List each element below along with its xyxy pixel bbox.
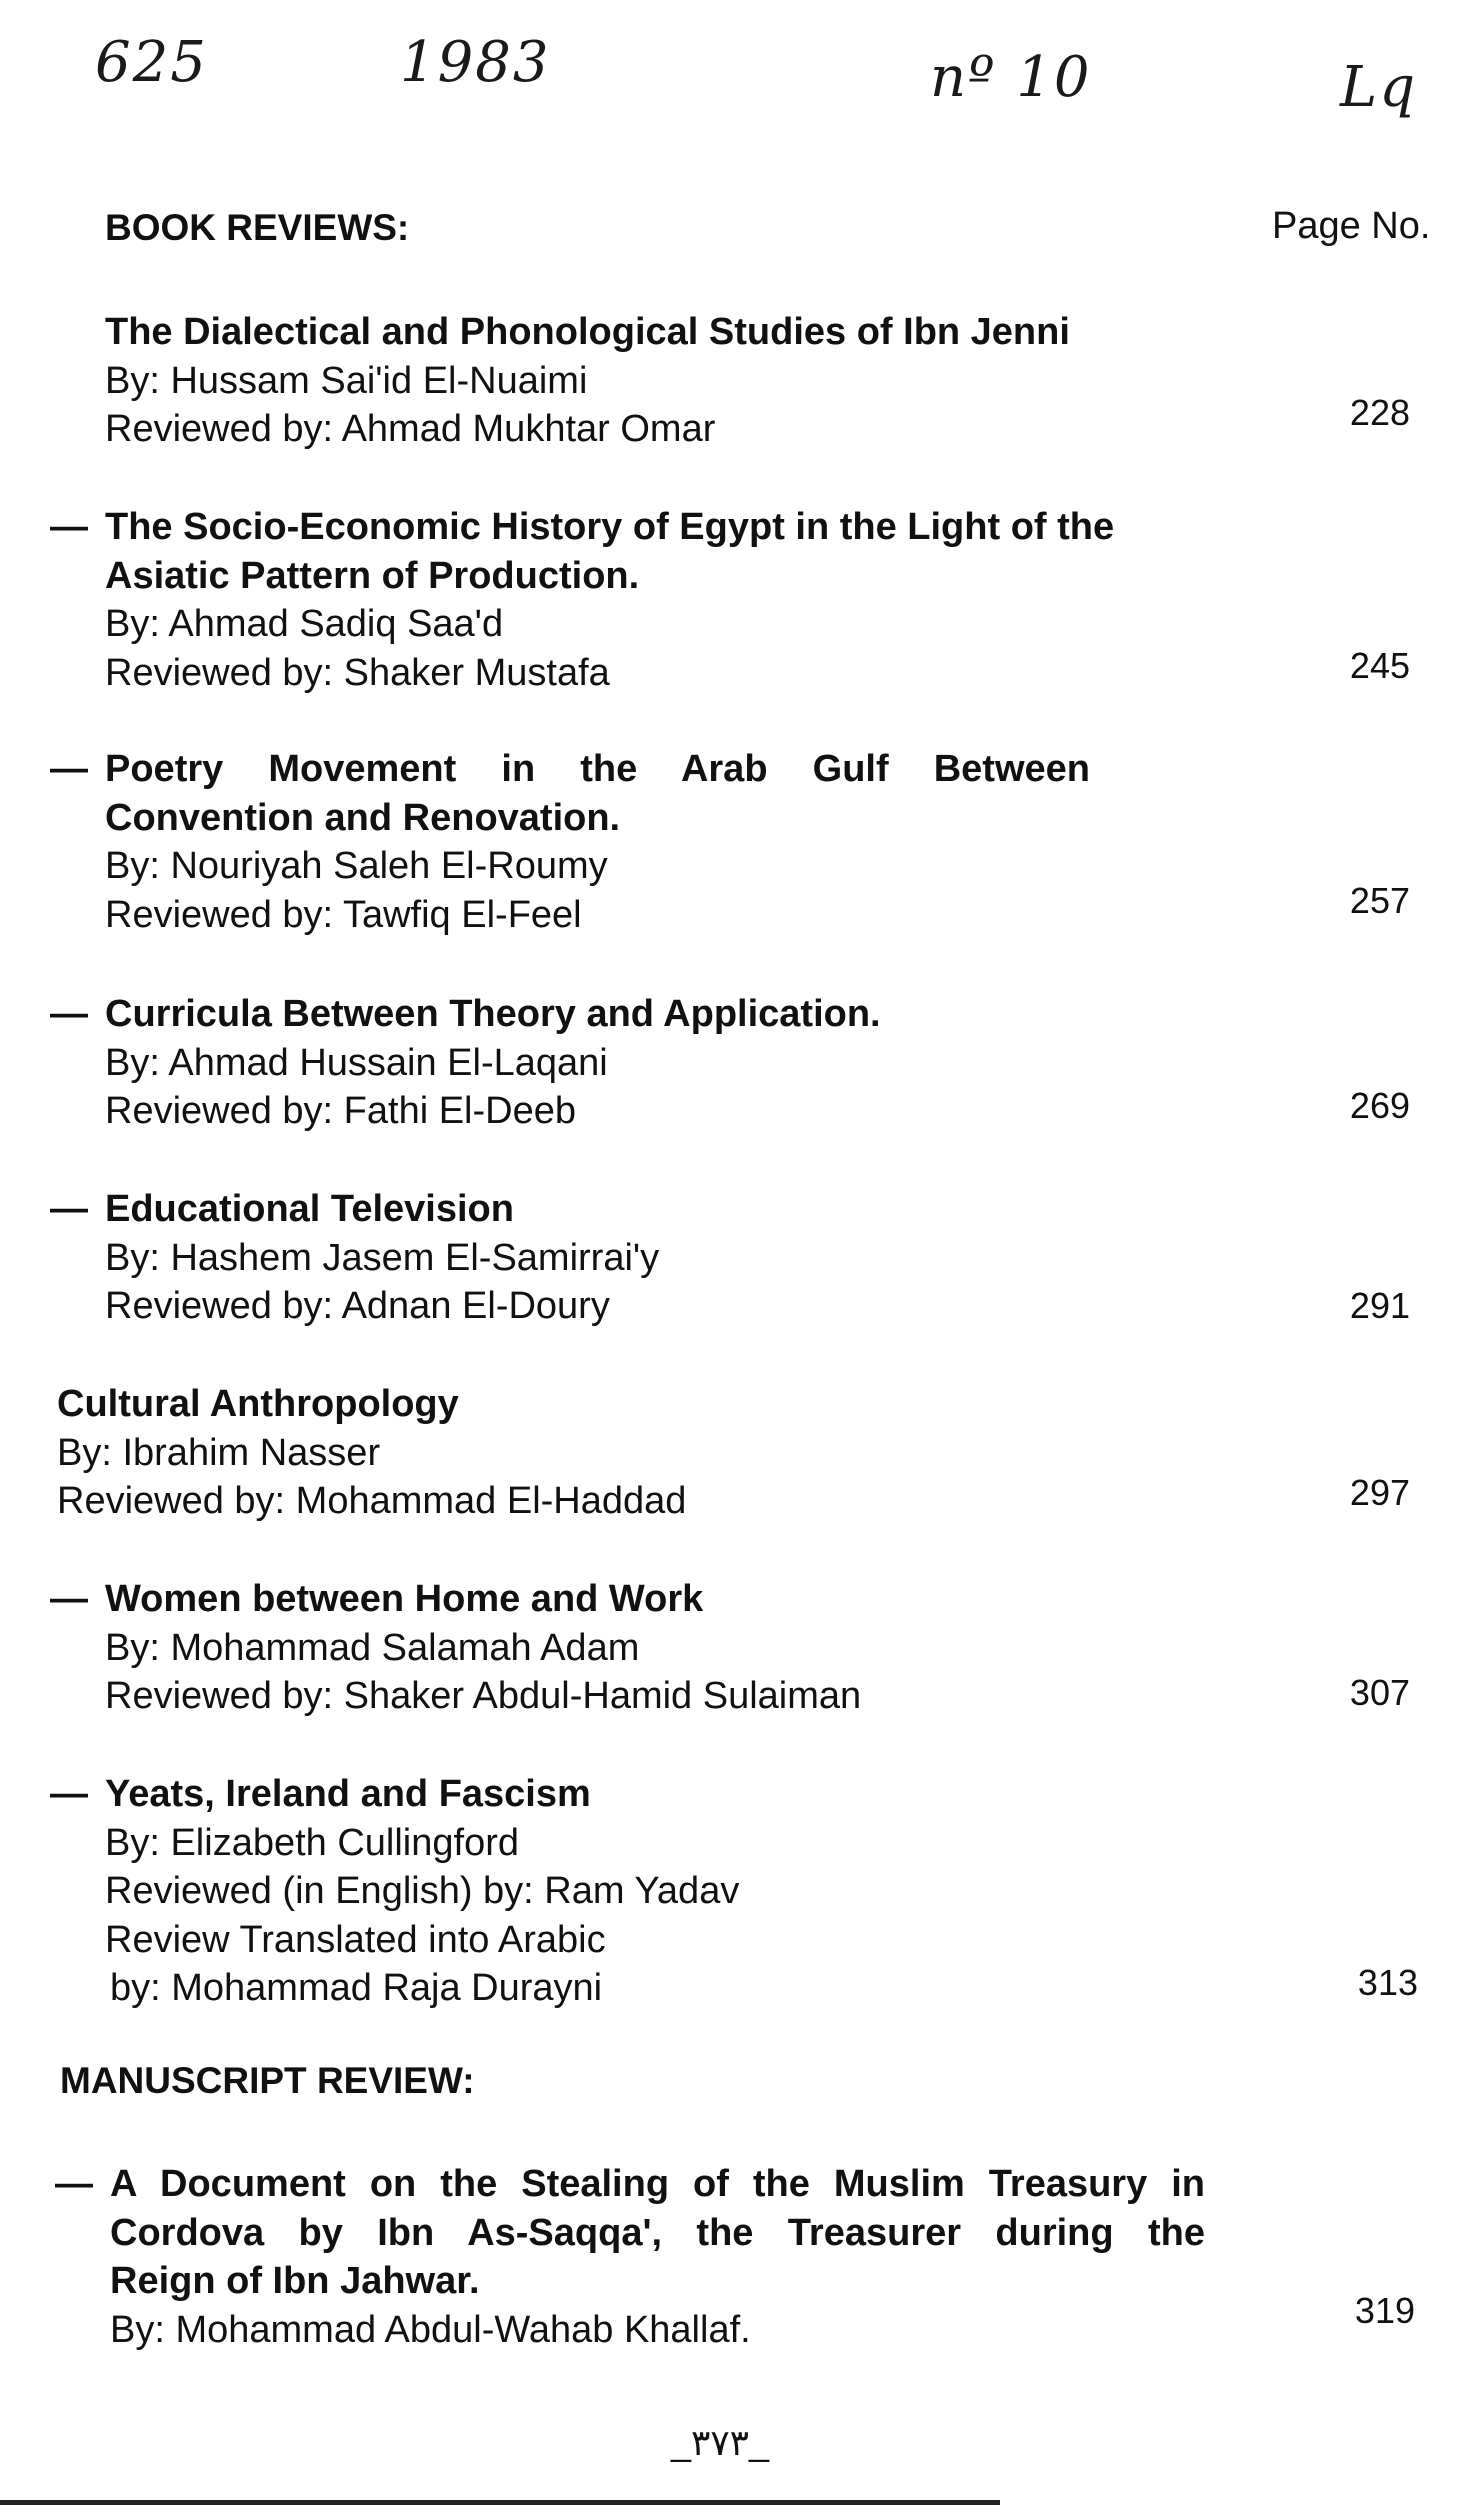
toc-entry-muslim-treasury-document: [55, 2160, 1205, 2354]
entry-reviewer: Reviewed by: Shaker Abdul-Hamid Sulaiman: [105, 1675, 862, 1717]
footer-page-number: _٣٧٣_: [670, 2422, 770, 2463]
toc-entry-women-home-work: [50, 1575, 862, 1721]
entry-title: Poetry Movement in the Arab Gulf Between: [105, 748, 1090, 790]
entry-reviewer: Reviewed (in English) by: Ram Yadav: [105, 1870, 740, 1912]
entry-dash: —: [50, 748, 88, 790]
entry-title-continued-2: Reign of Ibn Jahwar.: [110, 2260, 480, 2302]
entry-author: By: Mohammad Abdul-Wahab Khallaf.: [110, 2308, 751, 2351]
book-reviews-heading: BOOK REVIEWS:: [105, 207, 410, 248]
entry-dash: —: [50, 506, 88, 548]
entry-author: By: Mohammad Salamah Adam: [105, 1626, 640, 1669]
toc-entry-cultural-anthropology: [57, 1380, 686, 1526]
toc-entry-poetry-movement: [50, 745, 1090, 939]
entry-page-number: 313: [1357, 1962, 1418, 2003]
toc-entry-socio-economic-history: [50, 503, 1115, 697]
entry-reviewer: Reviewed by: Adnan El-Doury: [105, 1285, 610, 1327]
entry-page-number: 291: [1349, 1285, 1410, 1326]
toc-entry-ibn-jenni: [105, 308, 1070, 454]
manuscript-review-heading: MANUSCRIPT REVIEW:: [60, 2060, 475, 2101]
entry-title: Women between Home and Work: [105, 1578, 704, 1620]
entry-translation-note: Review Translated into Arabic: [105, 1918, 606, 1961]
entry-author: By: Ahmad Sadiq Saa'd: [105, 603, 504, 645]
entry-title-continued: Convention and Renovation.: [105, 796, 621, 839]
entry-title: The Dialectical and Phonological Studies of Ibn Jenni: [105, 311, 1070, 353]
entry-reviewer: Reviewed by: Fathi El-Deeb: [105, 1090, 576, 1132]
entry-author: By: Hussam Sai'id El-Nuaimi: [105, 359, 588, 402]
entry-dash: —: [50, 993, 88, 1035]
entry-reviewer: Reviewed by: Ahmad Mukhtar Omar: [105, 408, 716, 450]
entry-page-number: 319: [1354, 2290, 1415, 2331]
toc-entry-yeats-ireland-fascism: [50, 1770, 740, 2013]
entry-title: Curricula Between Theory and Application.: [105, 993, 881, 1035]
entry-dash: —: [50, 1773, 88, 1815]
entry-page-number: 257: [1349, 880, 1410, 921]
entry-title: A Document on the Stealing of the Muslim Treasury in: [110, 2163, 1205, 2205]
entry-translator: by: Mohammad Raja Durayni: [110, 1967, 603, 2009]
entry-dash: —: [55, 2163, 93, 2205]
entry-author: By: Nouriyah Saleh El-Roumy: [105, 845, 608, 887]
entry-title: The Socio-Economic History of Egypt in the Light of the: [105, 506, 1115, 548]
entry-title-continued: Cordova by Ibn As-Saqqa', the Treasurer during the: [110, 2211, 1205, 2254]
toc-entry-educational-television: [50, 1185, 660, 1331]
entry-page-number: 297: [1349, 1472, 1410, 1513]
handwritten-note-2: 1983: [400, 30, 551, 95]
handwritten-note-1: 625: [95, 30, 208, 95]
entry-page-number: 228: [1349, 392, 1410, 433]
entry-author: By: Elizabeth Cullingford: [105, 1821, 519, 1864]
entry-reviewer: Reviewed by: Mohammad El-Haddad: [57, 1480, 687, 1522]
entry-reviewer: Reviewed by: Shaker Mustafa: [105, 651, 610, 694]
entry-title: Yeats, Ireland and Fascism: [105, 1773, 591, 1815]
entry-reviewer: Reviewed by: Tawfiq El-Feel: [105, 893, 582, 936]
entry-page-number: 269: [1349, 1085, 1410, 1126]
entry-title-continued: Asiatic Pattern of Production.: [105, 554, 640, 597]
entry-page-number: 245: [1349, 645, 1410, 686]
handwritten-note-3: nº 10: [930, 45, 1092, 110]
handwritten-annotations: [0, 25, 1483, 135]
entry-title: Educational Television: [105, 1188, 514, 1230]
entry-author: By: Ibrahim Nasser: [57, 1431, 381, 1474]
entry-dash: —: [50, 1188, 88, 1230]
entry-page-number: 307: [1349, 1672, 1410, 1713]
bottom-divider: [0, 2500, 1000, 2505]
handwritten-note-4: Lq: [1340, 55, 1418, 120]
entry-title: Cultural Anthropology: [57, 1383, 459, 1425]
page-no-label: Page No.: [1272, 205, 1431, 247]
entry-dash: —: [50, 1578, 88, 1620]
toc-entry-curricula: [50, 990, 881, 1136]
entry-author: By: Hashem Jasem El-Samirrai'y: [105, 1236, 660, 1279]
entry-author: By: Ahmad Hussain El-Laqani: [105, 1041, 608, 1084]
